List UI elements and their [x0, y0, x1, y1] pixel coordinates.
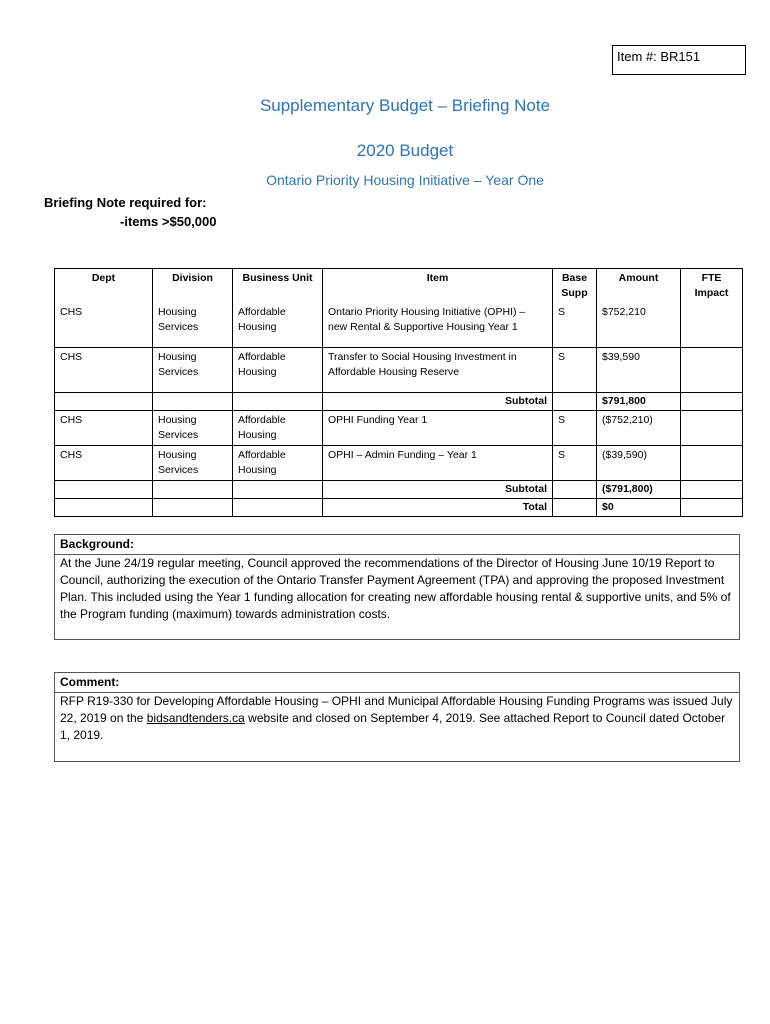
item-number: Item #: BR151 [617, 49, 701, 64]
cell-fte [681, 303, 743, 348]
table-row [55, 411, 743, 446]
header-amount: Amount [597, 269, 681, 304]
cell-division: Housing Services [153, 348, 233, 393]
header-division: Division [153, 269, 233, 304]
cell-base: S [553, 446, 597, 481]
total-amount: $0 [597, 499, 681, 517]
background-text: At the June 24/19 regular meeting, Council approved the recommendations of the Director of Housing June 10/19 Report to Council, authorizing the execution of the Ontario Transfer Payment Agreement (TPA) and approving the proposed Investment Plan. This included using the Year 1 funding allocation for creating new affordable housing rental & supportive units, and 5% of the Program funding (maximum) towards administration costs. [60, 556, 731, 621]
cell-base: S [553, 411, 597, 446]
subtotal-row [55, 393, 743, 411]
header-dept: Dept [55, 269, 153, 304]
cell-amount: ($39,590) [597, 446, 681, 481]
subtotal-label: Subtotal [323, 481, 553, 499]
cell-fte [681, 348, 743, 393]
cell-dept: CHS [55, 411, 153, 446]
background-heading: Background: [55, 535, 739, 555]
cell-dept: CHS [55, 303, 153, 348]
required-items-label: -items >$50,000 [120, 214, 217, 229]
table-header-row [55, 269, 743, 304]
subtotal-amount: $791,800 [597, 393, 681, 411]
item-number-box [612, 45, 746, 75]
cell-business-unit: Affordable Housing [233, 348, 323, 393]
cell-division: Housing Services [153, 411, 233, 446]
cell-base: S [553, 348, 597, 393]
table-row [55, 446, 743, 481]
cell-item: Transfer to Social Housing Investment in Affordable Housing Reserve [323, 348, 553, 393]
header-business-unit: Business Unit [233, 269, 323, 304]
table-row [55, 303, 743, 348]
subtotal-amount: ($791,800) [597, 481, 681, 499]
header-fte-impact: FTE Impact [681, 269, 743, 304]
cell-item: OPHI Funding Year 1 [323, 411, 553, 446]
total-label: Total [323, 499, 553, 517]
total-row [55, 499, 743, 517]
header-base-supp: Base Supp [553, 269, 597, 304]
subtotal-row [55, 481, 743, 499]
budget-table [54, 268, 743, 517]
cell-business-unit: Affordable Housing [233, 446, 323, 481]
cell-business-unit: Affordable Housing [233, 303, 323, 348]
cell-item: OPHI – Admin Funding – Year 1 [323, 446, 553, 481]
comment-heading: Comment: [55, 673, 739, 693]
bidsandtenders-link[interactable]: bidsandtenders.ca [146, 711, 245, 725]
background-section [54, 534, 740, 640]
subtitle: Ontario Priority Housing Initiative – Year One [266, 172, 544, 188]
cell-division: Housing Services [153, 303, 233, 348]
cell-fte [681, 446, 743, 481]
subtotal-label: Subtotal [323, 393, 553, 411]
cell-amount: ($752,210) [597, 411, 681, 446]
budget-year: 2020 Budget [356, 141, 454, 160]
cell-dept: CHS [55, 348, 153, 393]
cell-fte [681, 411, 743, 446]
cell-item: Ontario Priority Housing Initiative (OPHI) – new Rental & Supportive Housing Year 1 [323, 303, 553, 348]
cell-division: Housing Services [153, 446, 233, 481]
cell-dept: CHS [55, 446, 153, 481]
comment-text: RFP R19-330 for Developing Affordable Housing – OPHI and Municipal Affordable Housing Funding Programs was issued July 22, 2019 on the bidsandtenders.ca website and closed on September 4, 2019. See attached Report to Council dated October 1, 2019. [60, 694, 733, 742]
required-for-label: Briefing Note required for: [44, 195, 207, 210]
comment-section [54, 672, 740, 762]
cell-amount: $39,590 [597, 348, 681, 393]
cell-amount: $752,210 [597, 303, 681, 348]
header-item: Item [323, 269, 553, 304]
table-row [55, 348, 743, 393]
cell-business-unit: Affordable Housing [233, 411, 323, 446]
cell-base: S [553, 303, 597, 348]
page-title: Supplementary Budget – Briefing Note [259, 96, 551, 115]
